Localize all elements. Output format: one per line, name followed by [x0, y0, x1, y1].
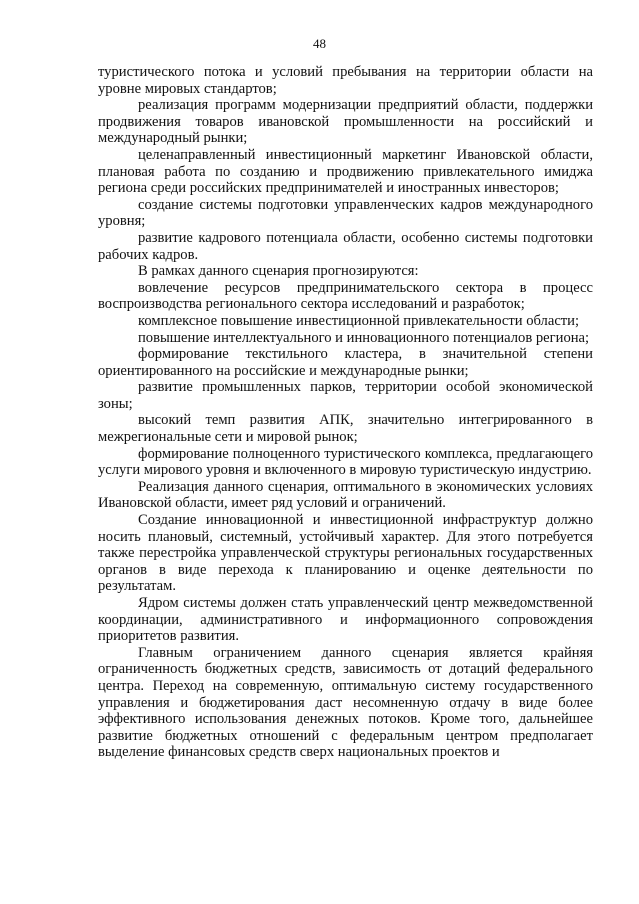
paragraph: развитие промышленных парков, территории особой экономической зоны; [98, 379, 593, 412]
paragraph: развитие кадрового потенциала области, особенно системы подготовки рабочих кадров. [98, 229, 593, 263]
paragraph: Реализация данного сценария, оптимального в экономических условиях Ивановской области, имеет ряд условий и ограничений. [98, 478, 593, 512]
paragraph: создание системы подготовки управленческих кадров международного уровня; [98, 196, 593, 230]
paragraph: формирование полноценного туристического комплекса, предлагающего услуги мирового уровня и включенного в мировую туристическую индустрию. [98, 445, 593, 479]
paragraph: высокий темп развития АПК, значительно интегрированного в межрегиональные сети и мировой рынок; [98, 412, 593, 446]
paragraph: В рамках данного сценария прогнозируются: [138, 263, 419, 280]
paragraph: реализация программ модернизации предприятий области, поддержки продвижения товаров ивановской промышленности на российский и международный рынки; [98, 97, 593, 147]
paragraph: Главным ограничением данного сценария является крайняя ограниченность бюджетных средств, зависимость от дотаций федерального центра. Переход на современную, оптимальную систему государственного управления и бюджетирования даст несомненную отдачу в виде более эффективного использования денежных потоков. Кроме того, дальнейшее развитие бюджетных отношений с федеральным центром предполагает выделение финансовых средств сверх национальных проектов и [98, 644, 593, 761]
paragraph: Ядром системы должен стать управленческий центр межведомственной координации, административного и информационного сопровождения приоритетов развития. [98, 595, 593, 645]
page-number: 48 [313, 36, 326, 51]
paragraph: вовлечение ресурсов предпринимательского сектора в процесс воспроизводства регионального сектора исследований и разработок; [98, 279, 593, 313]
paragraph: Создание инновационной и инвестиционной инфраструктур должно носить плановый, системный, устойчивый характер. Для этого потребуется также перестройка управленческой структуры региональных государственных органов в виде перехода к планированию и оценке деятельности по результатам. [98, 512, 593, 595]
body-text [98, 64, 593, 761]
paragraph: повышение интеллектуального и инновационного потенциалов региона; [138, 329, 590, 346]
paragraph: формирование текстильного кластера, в значительной степени ориентированного на российские и международные рынки; [98, 346, 593, 379]
paragraph: целенаправленный инвестиционный маркетинг Ивановской области, плановая работа по созданию и продвижению привлекательного имиджа региона среди российских предпринимателей и иностранных инвесторов; [98, 146, 593, 197]
paragraph: туристического потока и условий пребывания на территории области на уровне мировых стандартов; [98, 64, 593, 97]
paragraph: комплексное повышение инвестиционной привлекательности области; [138, 312, 580, 329]
